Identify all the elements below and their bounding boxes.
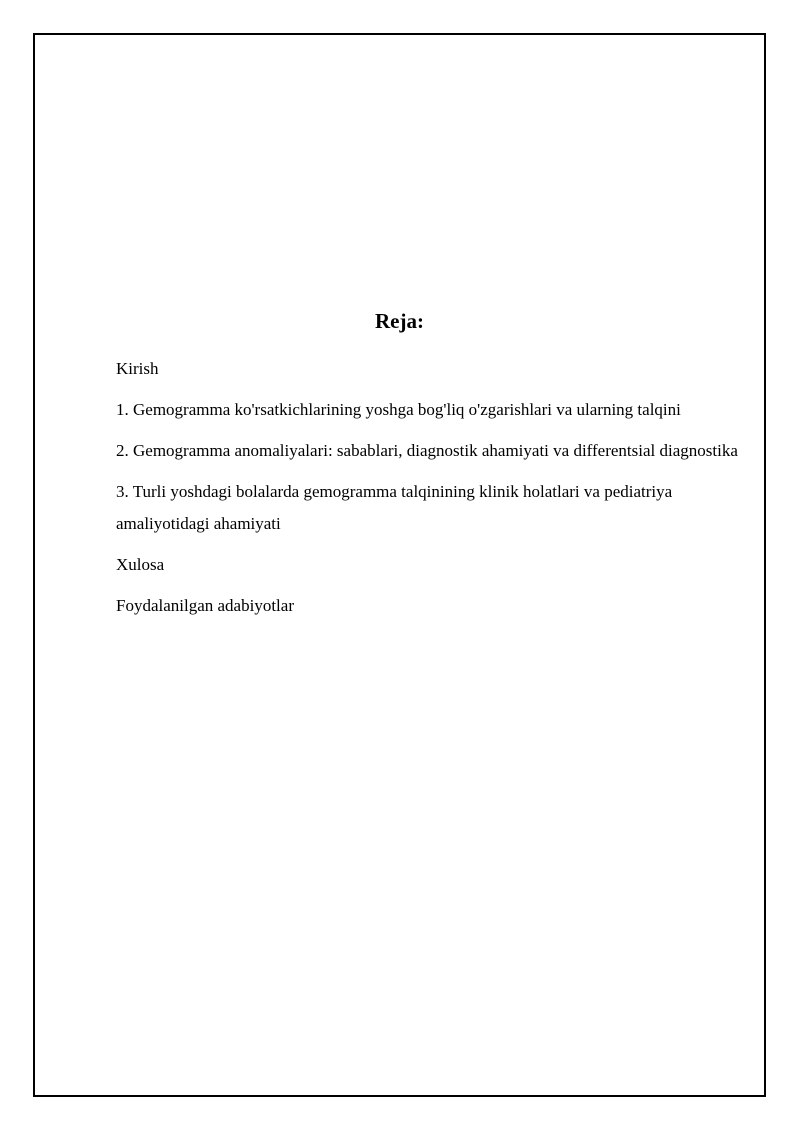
page-title: Reja: xyxy=(375,309,424,333)
plan-item-chapter-3: 3. Turli yoshdagi bolalarda gemogramma talqinining klinik holatlari va pediatriya amaliyotidagi ahamiyati xyxy=(116,482,673,533)
page-border xyxy=(33,33,766,1097)
plan-item-chapter-1: 1. Gemogramma ko'rsatkichlarining yoshga bog'liq o'zgarishlari va ularning talqini xyxy=(116,400,681,419)
plan-item-introduction: Kirish xyxy=(116,359,159,378)
plan-item-conclusion: Xulosa xyxy=(116,555,165,574)
plan-item-chapter-2: 2. Gemogramma anomaliyalari: sabablari, diagnostik ahamiyati va differentsial diagnostika xyxy=(116,441,738,460)
plan-item-references: Foydalanilgan adabiyotlar xyxy=(116,596,294,615)
plan-list xyxy=(116,353,756,631)
